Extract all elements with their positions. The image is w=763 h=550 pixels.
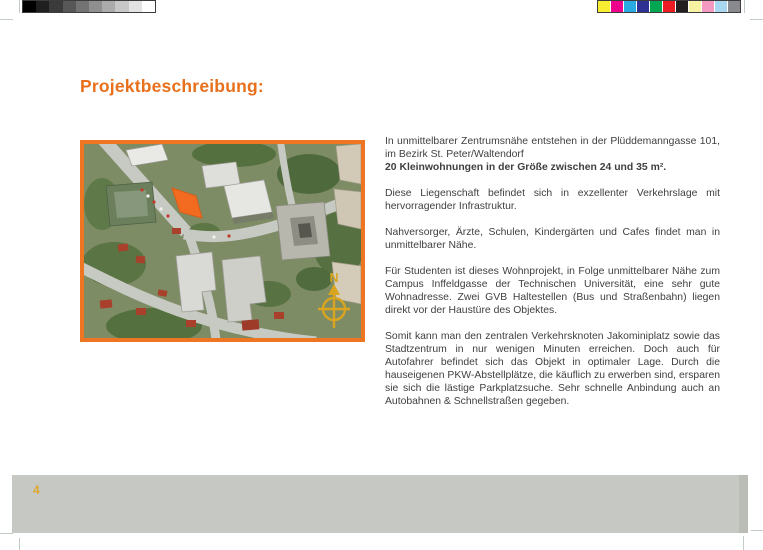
aerial-map-image: [84, 144, 361, 338]
paragraph: Somit kann man den zentralen Verkehrsknoten Jakominiplatz sowie das Stadtzentrum in nur wenigen Minuten erreichen. Doch auch für Autofahrer befindet sich das Objekt in optimaler Lage. Durch die hauseigenen PKW-Abstellplätze, die käuflich zu erwerben sind, ersparen sie sich die lästige Parkplatzsuche. Sehr schnelle Anbindung auch an Autobahnen & Schnellstraßen gegeben.: [385, 331, 720, 407]
body-text: [385, 135, 720, 421]
calibration-swatch: [89, 1, 102, 12]
calibration-swatch: [76, 1, 89, 12]
calibration-swatch: [624, 1, 636, 12]
paragraph-intro-text: In unmittelbarer Zentrumsnähe entstehen in der Plüddemanngasse 101, im Bezirk St. Peter/Waltendorf: [385, 136, 720, 160]
footer-bar: [12, 475, 748, 533]
calibration-swatch: [715, 1, 727, 12]
crop-mark-bottom-right-v: [743, 536, 744, 550]
page-number: 4: [33, 483, 40, 497]
calibration-swatch: [676, 1, 688, 12]
crop-mark-bottom-right-h: [751, 530, 763, 531]
page-title: Projektbeschreibung:: [80, 76, 264, 96]
calibration-swatch: [650, 1, 662, 12]
calibration-swatch: [49, 1, 62, 12]
aerial-map: [80, 140, 365, 342]
crop-mark-top-right-v: [744, 0, 745, 13]
color-calibration-bar: [597, 0, 741, 13]
calibration-swatch: [115, 1, 128, 12]
calibration-swatch: [728, 1, 740, 12]
calibration-swatch: [598, 1, 610, 12]
crop-mark-bottom-left-v: [19, 538, 20, 550]
calibration-swatch: [63, 1, 76, 12]
crop-mark-top-left-v: [19, 0, 20, 13]
calibration-swatch: [129, 1, 142, 12]
calibration-swatch: [36, 1, 49, 12]
calibration-swatch: [689, 1, 701, 12]
footer-bar-edge: [739, 475, 748, 533]
crop-mark-top-right-h: [750, 19, 763, 20]
calibration-swatch: [611, 1, 623, 12]
calibration-swatch: [102, 1, 115, 12]
calibration-swatch: [142, 1, 155, 12]
paragraph-intro-bold: 20 Kleinwohnungen in der Größe zwischen 24 und 35 m².: [385, 162, 667, 173]
calibration-swatch: [663, 1, 675, 12]
paragraph: Diese Liegenschaft befindet sich in exzellenter Verkehrslage mit hervorragender Infrastruktur.: [385, 188, 720, 212]
crop-mark-bottom-left-h: [0, 533, 13, 534]
grayscale-calibration-bar: [22, 0, 156, 13]
calibration-swatch: [702, 1, 714, 12]
calibration-swatch: [637, 1, 649, 12]
calibration-swatch: [23, 1, 36, 12]
compass-north-label: N: [329, 271, 339, 285]
paragraph: Nahversorger, Ärzte, Schulen, Kindergärten und Cafes findet man in unmittelbarer Nähe.: [385, 227, 720, 251]
paragraph-intro: [385, 135, 720, 174]
crop-mark-top-left-h: [0, 19, 13, 20]
paragraph: Für Studenten ist dieses Wohnprojekt, in Folge unmittelbarer Nähe zum Campus Inffeldgasse der Technischen Universität, eine sehr gute Wohnadresse. Zwei GVB Haltestellen (Bus und Straßenbahn) liegen direkt vor der Haustüre des Objektes.: [385, 266, 720, 316]
